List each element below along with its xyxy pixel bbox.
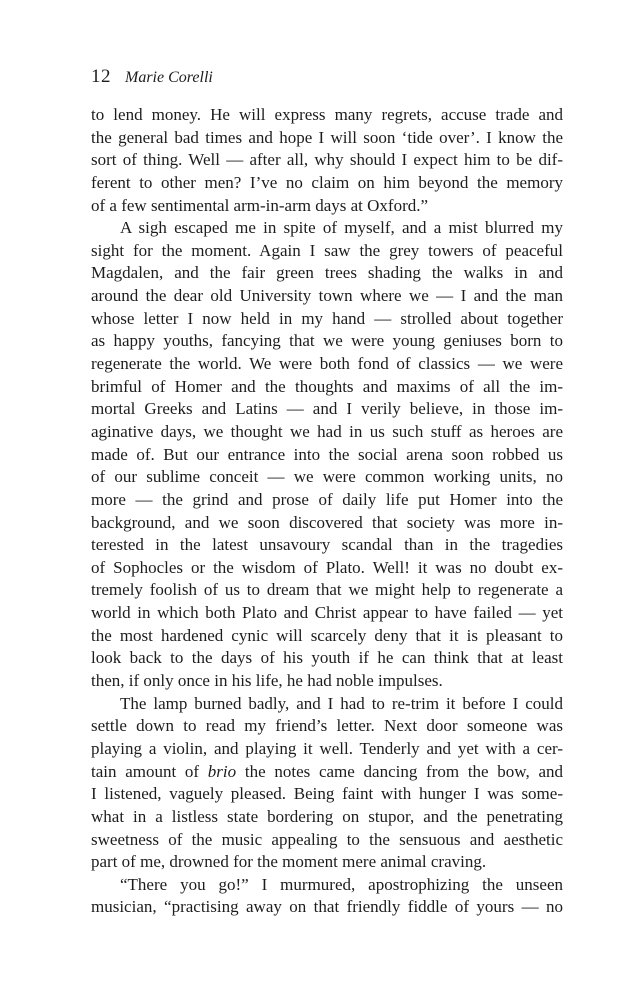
text-line: whose letter I now held in my hand — strolled about together — [91, 308, 563, 328]
text-line: sweetness of the music appealing to the sensuous and aesthetic — [91, 829, 563, 849]
text-line: playing a violin, and playing it well. Tenderly and yet with a cer- — [91, 738, 563, 758]
text-line: tremely foolish of us to dream that we might help to regenerate a — [91, 580, 563, 600]
text-line: around the dear old University town where we — I and the man — [91, 286, 563, 306]
text-line: terested in the latest unsavoury scandal than in the tragedies — [91, 535, 563, 555]
text-line: ferent to other men? I’ve no claim on him beyond the memory — [91, 172, 563, 192]
text-line: world in which both Plato and Christ appear to have failed — yet — [91, 603, 563, 623]
text-line: Magdalen, and the fair green trees shading the walks in and — [91, 263, 563, 283]
text-line: of our sublime conceit — we were common working units, no — [91, 467, 563, 487]
text-line: of Sophocles or the wisdom of Plato. Well! it was no doubt ex- — [91, 557, 563, 577]
page-number: 12 — [91, 66, 111, 87]
text-line: then, if only once in his life, he had noble impulses. — [91, 671, 443, 691]
text-line-segment: tain amount of — [91, 761, 208, 781]
text-line: made of. But our entrance into the social arena soon robbed us — [91, 444, 563, 464]
text-line: mortal Greeks and Latins — and I verily believe, in those im- — [91, 399, 563, 419]
text-line: of a few sentimental arm-in-arm days at Oxford.” — [91, 195, 429, 215]
text-line-segment: the notes came dancing from the bow, and — [236, 761, 563, 781]
text-line: brimful of Homer and the thoughts and maxims of all the im- — [91, 376, 563, 396]
text-line: sight for the moment. Again I saw the grey towers of peaceful — [91, 240, 563, 260]
text-line: part of me, drowned for the moment mere animal craving. — [91, 852, 487, 872]
text-line: more — the grind and prose of daily life put Homer into the — [91, 489, 563, 509]
text-line: as happy youths, fancying that we were young geniuses born to — [91, 331, 563, 351]
italic-word: brio — [207, 761, 237, 781]
text-line: the general bad times and hope I will soon ‘tide over’. I know the — [91, 127, 563, 147]
text-line: A sigh escaped me in spite of myself, and a mist blurred my — [120, 218, 563, 238]
text-line: to lend money. He will express many regrets, accuse trade and — [91, 105, 563, 124]
body-text — [91, 104, 563, 919]
text-line: what in a listless state bordering on stupor, and the penetrating — [91, 806, 563, 826]
text-line: I listened, vaguely pleased. Being faint with hunger I was some- — [91, 784, 563, 804]
running-head — [91, 66, 213, 90]
text-line: sort of thing. Well — after all, why should I expect him to be dif- — [91, 150, 563, 170]
text-line: background, and we soon discovered that society was more in- — [91, 512, 563, 532]
text-line: look back to the days of his youth if he can think that at least — [91, 648, 563, 668]
running-head-author: Marie Corelli — [125, 69, 213, 86]
text-line: aginative days, we thought we had in us such stuff as heroes are — [91, 421, 563, 441]
text-line: musician, “practising away on that friendly fiddle of yours — no — [91, 897, 563, 917]
text-line: regenerate the world. We were both fond of classics — we were — [91, 354, 563, 374]
text-line: the most hardened cynic will scarcely deny that it is pleasant to — [91, 625, 563, 645]
text-line: “There you go!” I murmured, apostrophizing the unseen — [120, 874, 563, 894]
text-line: The lamp burned badly, and I had to re-trim it before I could — [120, 693, 563, 713]
text-line: settle down to read my friend’s letter. Next door someone was — [91, 716, 563, 736]
text-line — [91, 761, 563, 784]
